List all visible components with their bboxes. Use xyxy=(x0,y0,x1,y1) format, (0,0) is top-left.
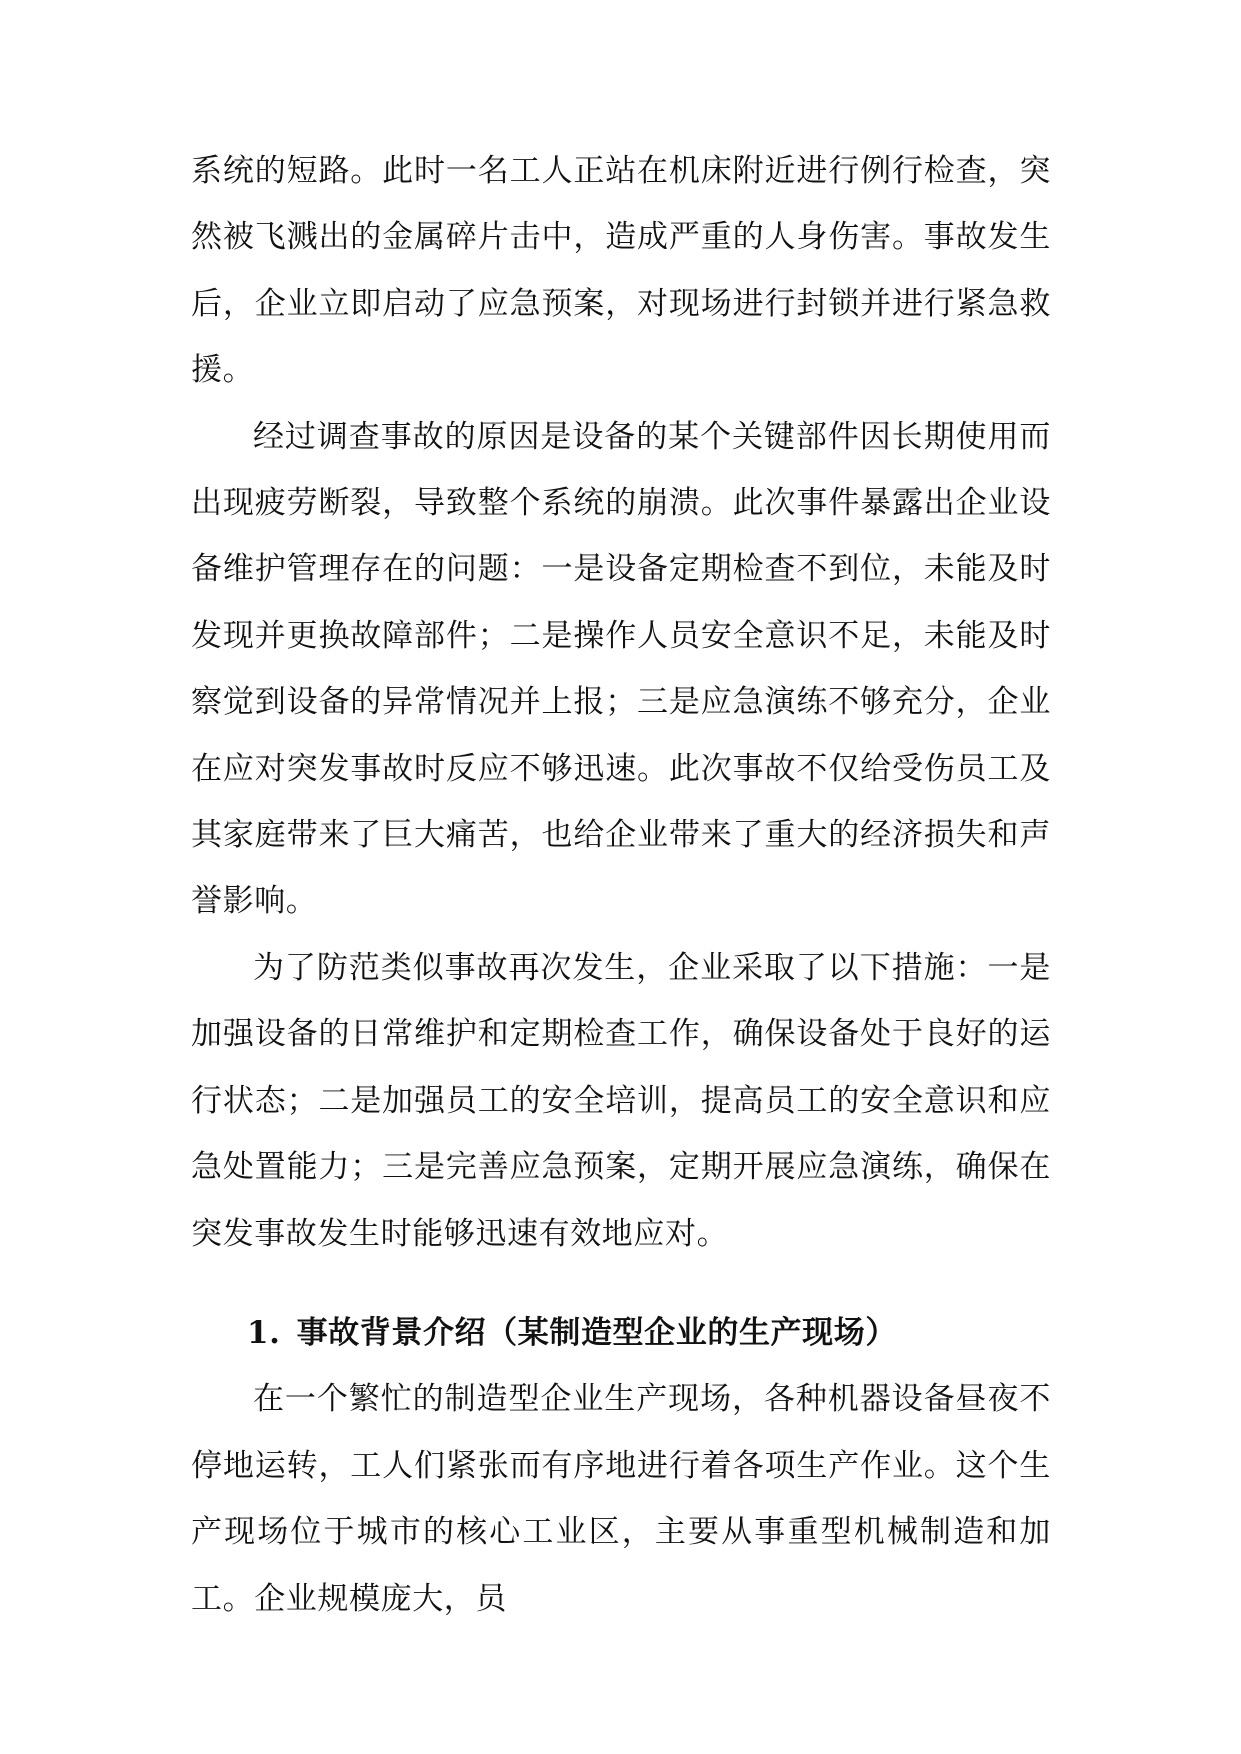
section-number: 1. xyxy=(247,1314,281,1351)
section-title: 事故背景介绍（某制造型企业的生产现场） xyxy=(296,1314,897,1351)
paragraph-background-intro: 在一个繁忙的制造型企业生产现场，各种机器设备昼夜不停地运转，工人们紧张而有序地进行着各项生产作业。这个生产现场位于城市的核心工业区，主要从事重型机械制造和加工。企业规模庞大，员 xyxy=(191,1381,1051,1617)
paragraph-prevention-measures: 为了防范类似事故再次发生，企业采取了以下措施：一是加强设备的日常维护和定期检查工作，确保设备处于良好的运行状态；二是加强员工的安全培训，提高员工的安全意识和应急处置能力；三是完善应急预案，定期开展应急演练，确保在突发事故发生时能够迅速有效地应对。 xyxy=(191,949,1051,1252)
paragraph-investigation-cause: 经过调查事故的原因是设备的某个关键部件因长期使用而出现疲劳断裂，导致整个系统的崩溃。此次事件暴露出企业设备维护管理存在的问题：一是设备定期检查不到位，未能及时发现并更换故障部件；二是操作人员安全意识不足，未能及时察觉到设备的异常情况并上报；三是应急演练不够充分，企业在应对突发事故时反应不够迅速。此次事故不仅给受伤员工及其家庭带来了巨大痛苦，也给企业带来了重大的经济损失和声誉影响。 xyxy=(191,418,1051,920)
paragraph-short-circuit-incident: 系统的短路。此时一名工人正站在机床附近进行例行检查，突然被飞溅出的金属碎片击中，造成严重的人身伤害。事故发生后，企业立即启动了应急预案，对现场进行封锁并进行紧急救援。 xyxy=(191,153,1051,389)
section-heading xyxy=(191,1267,1051,1366)
document-page xyxy=(191,138,1051,1632)
